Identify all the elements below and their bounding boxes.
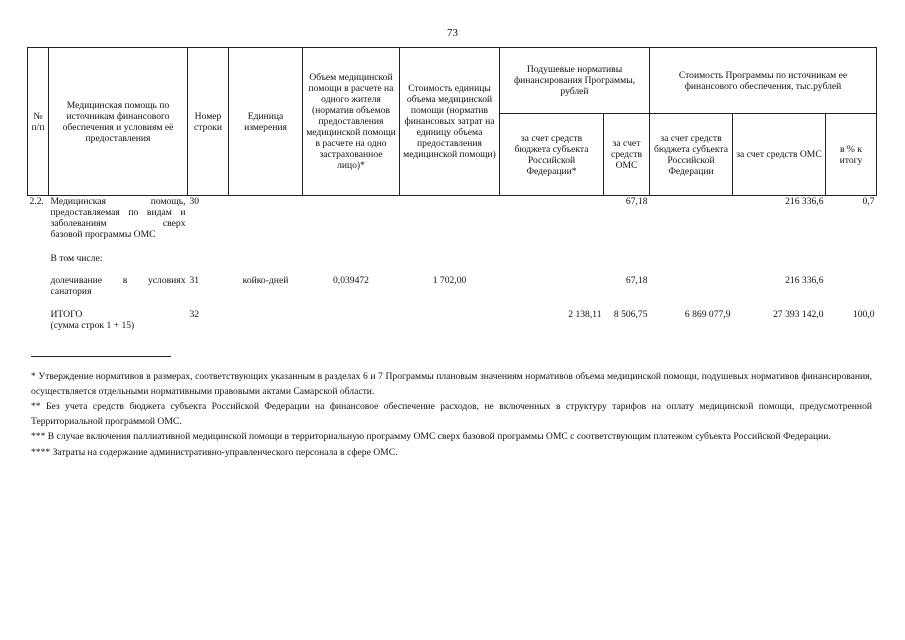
header-assistance: Медицинская помощь по источникам финансового обеспечения и условиям её предоставления	[49, 48, 188, 196]
row-pc-budget	[500, 275, 604, 309]
row-name-text: долечивание в условиях	[50, 274, 186, 286]
row-number: 31	[189, 274, 200, 286]
row-number: 32	[189, 308, 200, 320]
row-cost-budget	[650, 275, 733, 309]
row-cost-oms: 27 393 142,0	[773, 308, 824, 320]
row-pc-oms: 67,18	[625, 274, 648, 286]
header-cost-oms: за счет средств ОМС	[733, 114, 826, 196]
row-number: 30	[189, 196, 200, 207]
row-name	[49, 309, 188, 337]
table-row	[28, 196, 877, 253]
header-volume: Объем медицинской помощи в расчете на одного жителя (норматив объемов предоставления медицинской помощи в расчете на одно застрахованное лицо)*	[303, 48, 400, 196]
row-unit-cost	[400, 309, 500, 337]
row-cost-percent: 0,7	[862, 196, 875, 207]
row-pc-budget	[500, 196, 604, 253]
row-subheading: В том числе:	[50, 252, 103, 264]
footnote-divider	[31, 356, 171, 357]
footnote: * Утверждение нормативов в размерах, соответствующих указанным в разделах 6 и 7 Программы плановым значениям нормативов объема медицинской помощи, подушевых нормативов финансирования, осуществляется отдельными нормативными правовыми актами Самарской области.	[31, 371, 872, 397]
row-cost-percent: 100,0	[852, 308, 875, 320]
row-no: 2.2.	[29, 196, 44, 207]
header-cost-budget: за счет средств бюджета субъекта Российской Федерации	[650, 114, 733, 196]
header-per-capita-budget: за счет средств бюджета субъекта Российской Федерации*	[500, 114, 604, 196]
header-no: № п/п	[28, 48, 49, 196]
row-name-last: санатория	[50, 285, 92, 297]
row-name-text: Медицинская помощь, предоставляемая по видам и заболеваниям сверх	[50, 196, 186, 229]
footnote: *** В случае включения паллиативной медицинской помощи в территориальную программу ОМС сверх базовой программы ОМС с соответствующим платежом субъекта Российской Федерации.	[31, 431, 831, 442]
row-unit-cost	[400, 196, 500, 253]
header-unit: Единица измерения	[229, 48, 303, 196]
row-unit-cost: 1 702,00	[432, 274, 467, 286]
row-name-last: (сумма строк 1 + 15)	[50, 319, 135, 331]
program-cost-table	[27, 47, 877, 337]
row-cost-oms: 216 336,6	[785, 196, 824, 207]
table-row	[28, 275, 877, 309]
header-cost-percent: в % к итогу	[826, 114, 877, 196]
header-per-capita-group: Подушевые нормативы финансирования Программы, рублей	[500, 48, 650, 114]
row-volume	[303, 309, 400, 337]
header-row-number: Номер строки	[188, 48, 229, 196]
row-cost-percent	[826, 275, 877, 309]
row-pc-budget: 2 138,11	[568, 308, 602, 320]
row-no	[28, 275, 49, 309]
row-pc-oms: 8 506,75	[613, 308, 648, 320]
row-name-last: базовой программы ОМС	[50, 229, 156, 240]
row-unit: койко-дней	[242, 274, 289, 286]
row-cost-oms: 216 336,6	[785, 274, 824, 286]
row-cost-budget: 6 869 077,9	[684, 308, 731, 320]
row-no	[28, 309, 49, 337]
footnote: ** Без учета средств бюджета субъекта Российской Федерации на финансовое обеспечение расходов, не включенных в структуру тарифов на оплату медицинской помощи, предусмотренной Территориальной программой ОМС.	[31, 401, 872, 427]
footnote: **** Затраты на содержание административно-управленческого персонала в сфере ОМС.	[31, 446, 398, 458]
row-cost-budget	[650, 196, 733, 253]
table-row	[28, 309, 877, 337]
footnotes	[31, 370, 872, 461]
row-name	[49, 196, 188, 253]
row-unit	[229, 196, 303, 253]
row-name-text: ИТОГО	[50, 308, 83, 320]
row-volume: 0,039472	[333, 274, 369, 286]
table-row	[28, 253, 877, 275]
header-per-capita-oms: за счет средств ОМС	[604, 114, 650, 196]
header-cost-group: Стоимость Программы по источникам ее финансового обеспечения, тыс.рублей	[650, 48, 877, 114]
row-pc-oms: 67,18	[625, 196, 648, 207]
row-name	[49, 275, 188, 309]
page-number: 73	[447, 27, 458, 39]
row-volume	[303, 196, 400, 253]
row-unit	[229, 309, 303, 337]
header-unit-cost: Стоимость единицы объема медицинской помощи (норматив финансовых затрат на единицу объема предоставления медицинской помощи)	[400, 48, 500, 196]
